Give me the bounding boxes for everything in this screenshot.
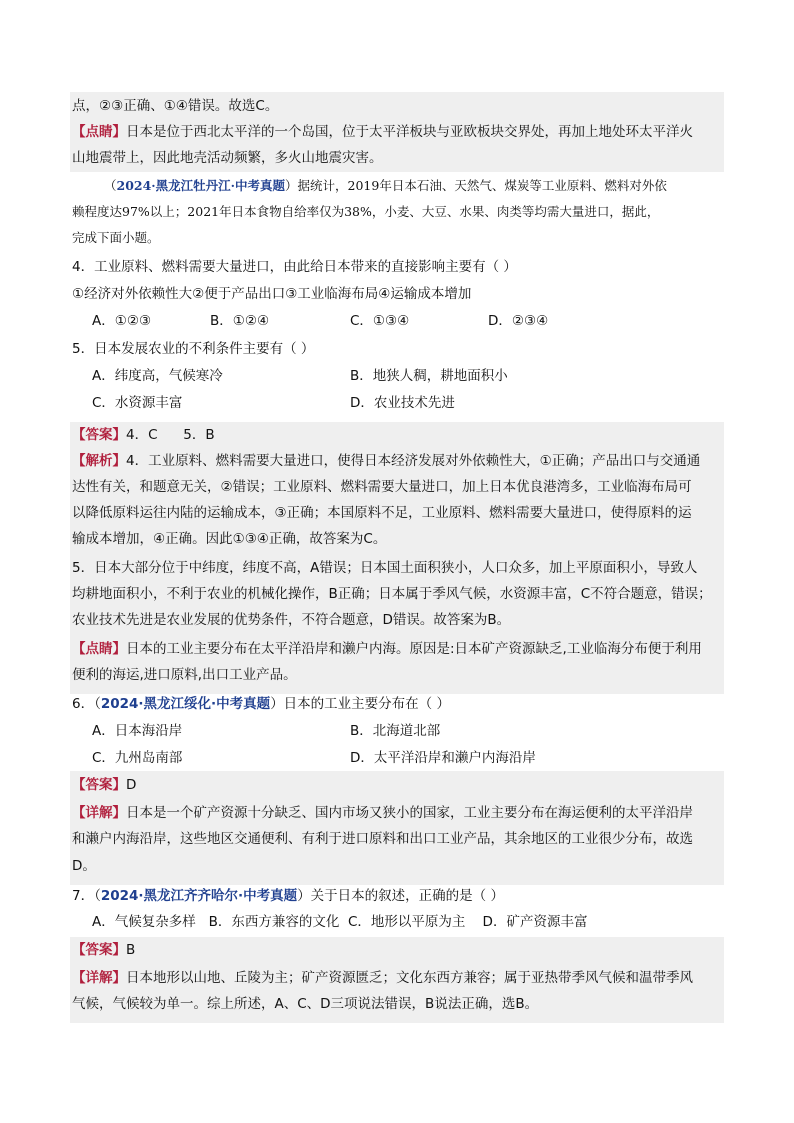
text-line: 点，②③正确、①④错误。故选C。	[72, 98, 279, 114]
question-stem: 6．（2024·黑龙江绥化·中考真题）日本的工业主要分布在（ ）	[72, 696, 450, 712]
detail-tag: 【详解】	[72, 805, 126, 821]
note-line: 【点睛】日本的工业主要分布在太平洋沿岸和濑户内海。原因是:日本矿产资源缺乏,工业临海分布便于利用	[72, 641, 702, 657]
analysis-line: 输成本增加，④正确。因此①③④正确，故答案为C。	[72, 531, 387, 547]
note-tag: 【点睛】	[72, 641, 126, 657]
option-c: C．水资源丰富	[92, 395, 183, 411]
option-c: C．九州岛南部	[92, 750, 183, 766]
analysis-line: 达性有关，和题意无关，②错误；工业原料、燃料需要大量进口，加上日本优良港湾多，工业临海布局可	[72, 479, 692, 495]
question-stem: 4．工业原料、燃料需要大量进口，由此给日本带来的直接影响主要有（ ）	[72, 259, 517, 275]
source-label: 2024·黑龙江齐齐哈尔·中考真题	[100, 888, 298, 904]
material-line: 赖程度达97%以上；2021年日本食物自给率仅为38%，小麦、大豆、水果、肉类等均需大量进口，据此，	[72, 204, 660, 219]
note-line: 便利的海运,进口原料,出口工业产品。	[72, 667, 297, 683]
answer-tag: 【答案】	[72, 427, 126, 443]
analysis-line: 农业技术先进是农业发展的优势条件，不符合题意，D错误。故答案为B。	[72, 612, 511, 628]
detail-line: D。	[72, 858, 96, 874]
detail-line: 和濑户内海沿岸，这些地区交通便利、有利于进口原料和出口工业产品，其余地区的工业很少分布，故选	[72, 831, 693, 847]
answer-line: 【答案】B	[72, 942, 136, 958]
analysis-line: 均耕地面积小，不利于农业的机械化操作，B正确；日本属于季风气候，水资源丰富，C不符合题意，错误；	[72, 586, 712, 602]
answer-line: 【答案】D	[72, 777, 137, 793]
detail-line: 【详解】日本是一个矿产资源十分缺乏、国内市场又狭小的国家，工业主要分布在海运便利的太平洋沿岸	[72, 805, 693, 821]
material-line: 完成下面小题。	[72, 230, 160, 245]
note-tag: 【点睛】	[72, 124, 126, 140]
detail-tag: 【详解】	[72, 970, 126, 986]
option-b: B．①②④	[210, 313, 270, 329]
text-line: 山地震带上，因此地壳活动频繁，多火山地震灾害。	[72, 150, 383, 166]
question-stem: 7．（2024·黑龙江齐齐哈尔·中考真题）关于日本的叙述，正确的是（ ）	[72, 888, 504, 904]
source-label: 2024·黑龙江牡丹江·中考真题	[116, 178, 286, 193]
analysis-line: 5．日本大部分位于中纬度，纬度不高，A错误；日本国土面积狭小，人口众多，加上平原面积小，导致人	[72, 560, 698, 576]
option-b: B．北海道北部	[350, 723, 441, 739]
option-d: D．太平洋沿岸和濑户内海沿岸	[350, 750, 536, 766]
answer-line	[72, 423, 724, 447]
option-d: D．②③④	[488, 313, 549, 329]
question-options: A．气候复杂多样 B．东西方兼容的文化 C．地形以平原为主 D．矿产资源丰富	[92, 914, 588, 930]
text-line	[72, 120, 724, 144]
option-a: A．①②③	[92, 313, 152, 329]
answer-text: 4．C 5．B	[126, 427, 215, 443]
material-line: （2024·黑龙江牡丹江·中考真题）据统计，2019年日本石油、天然气、煤炭等工业原料、燃料对外依	[104, 178, 667, 193]
analysis-line: 【解析】4．工业原料、燃料需要大量进口，使得日本经济发展对外依赖性大，①正确；产品出口与交通通	[72, 453, 701, 469]
detail-line: 气候，气候较为单一。综上所述，A、C、D三项说法错误，B说法正确，选B。	[72, 996, 539, 1012]
analysis-tag: 【解析】	[72, 453, 126, 469]
option-a: A．日本海沿岸	[92, 723, 183, 739]
detail-line: 【详解】日本地形以山地、丘陵为主；矿产资源匮乏；文化东西方兼容；属于亚热带季风气候和温带季风	[72, 970, 693, 986]
source-label: 2024·黑龙江绥化·中考真题	[100, 696, 271, 712]
question-stem: 5．日本发展农业的不利条件主要有（ ）	[72, 341, 315, 357]
analysis-line: 以降低原料运往内陆的运输成本，③正确；本国原料不足，工业原料、燃料需要大量进口，使得原料的运	[72, 505, 692, 521]
note-text: 日本是位于西北太平洋的一个岛国，位于太平洋板块与亚欧板块交界处，再加上地处环太平洋火	[126, 124, 693, 140]
option-c: C．①③④	[350, 313, 410, 329]
question-items: ①经济对外依赖性大②便于产品出口③工业临海布局④运输成本增加	[72, 286, 472, 302]
answer-tag: 【答案】	[72, 777, 126, 793]
answer-tag: 【答案】	[72, 942, 126, 958]
option-a: A．纬度高，气候寒冷	[92, 368, 223, 384]
option-b: B．地狭人稠，耕地面积小	[350, 368, 508, 384]
option-d: D．农业技术先进	[350, 395, 455, 411]
